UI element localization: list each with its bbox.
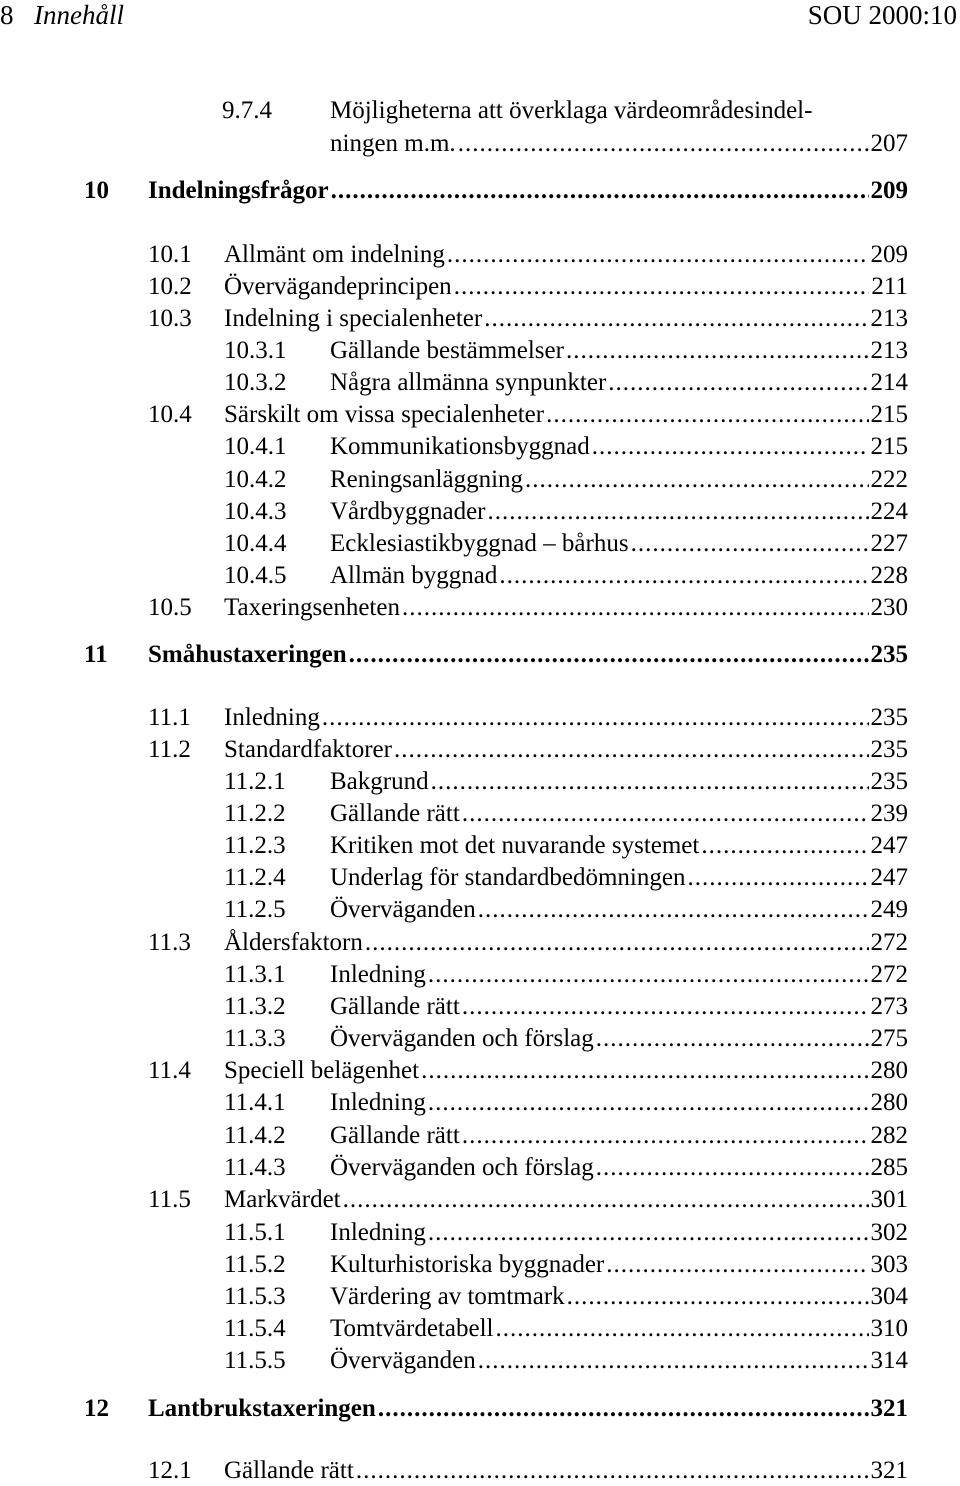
toc-entry-title: Överväganden och förslag [330, 1025, 594, 1052]
dot-leader [484, 304, 868, 334]
toc-entry [148, 272, 908, 302]
toc-entry-number: 12 [84, 1395, 109, 1422]
toc-entry [84, 1394, 908, 1424]
toc-entry-number: 11.4.2 [224, 1122, 286, 1149]
toc-entry-number: 11.3.2 [224, 993, 286, 1020]
toc-entry-title: Kritiken mot det nuvarande systemet [330, 832, 700, 859]
toc-entry-number: 10.4 [148, 401, 192, 428]
toc-entry-title: Indelningsfrågor [148, 177, 329, 204]
toc-entry [224, 960, 908, 990]
toc-entry-page: 213 [870, 337, 908, 364]
toc-entry-page: 211 [871, 273, 908, 300]
toc-entry-title: Gällande rätt [330, 993, 460, 1020]
toc-entry-page: 249 [870, 896, 908, 923]
document-reference: SOU 2000:10 [807, 0, 957, 30]
toc-entry-page: 272 [870, 961, 908, 988]
dot-leader [701, 831, 868, 861]
dot-leader [331, 176, 869, 206]
toc-entry-page: 235 [870, 704, 908, 731]
toc-entry-leader [224, 304, 908, 334]
toc-entry-page: 301 [870, 1186, 908, 1213]
toc-entry-leader [224, 400, 908, 430]
toc-entry-leader [330, 1218, 908, 1248]
toc-entry [224, 799, 908, 829]
toc-entry-title: Överväganden och förslag [330, 1154, 594, 1181]
toc-entry-title: Särskilt om vissa specialenheter [224, 401, 545, 428]
toc-entry-title: Gällande rätt [224, 1457, 354, 1484]
toc-entry-page: 235 [870, 768, 908, 795]
toc-entry-number: 11.3.1 [224, 961, 286, 988]
toc-entry-page: 280 [870, 1089, 908, 1116]
toc-entry-title: Ecklesiastikbyggnad – bårhus [330, 530, 629, 557]
dot-leader [567, 1282, 869, 1312]
toc-entry [224, 368, 908, 398]
toc-entry-page: 272 [870, 929, 908, 956]
toc-entry-page: 273 [870, 993, 908, 1020]
toc-entry [224, 1024, 908, 1054]
dot-leader [378, 1394, 869, 1424]
toc-entry-title: Inledning [330, 961, 426, 988]
toc-entry-title: Underlag för standardbedömningen [330, 864, 686, 891]
toc-entry-leader [148, 176, 908, 206]
toc-entry [224, 497, 908, 527]
toc-entry-number: 11.3.3 [224, 1025, 286, 1052]
toc-entry-number: 11.2.2 [224, 800, 286, 827]
toc-entry [148, 1456, 908, 1486]
toc-entry [148, 703, 908, 733]
toc-entry-page: 321 [870, 1395, 908, 1422]
toc-entry-number: 11.2.3 [224, 832, 286, 859]
toc-entry-leader [330, 529, 908, 559]
toc-entry-title: Standardfaktorer [224, 736, 392, 763]
toc-entry [148, 1185, 908, 1215]
toc-entry [224, 1282, 908, 1312]
toc-entry-page: 222 [870, 466, 908, 493]
toc-entry-title: Kulturhistoriska byggnader [330, 1251, 605, 1278]
dot-leader [431, 767, 869, 797]
toc-entry-leader [330, 1121, 908, 1151]
toc-entry-page: 224 [870, 498, 908, 525]
dot-leader [349, 640, 869, 670]
toc-entry-page: 235 [870, 736, 908, 763]
toc-entry [224, 432, 908, 462]
toc-entry-page: 310 [870, 1315, 908, 1342]
toc-entry-number: 11.2.1 [224, 768, 286, 795]
toc-entry-title: Inledning [330, 1089, 426, 1116]
toc-entry [148, 304, 908, 334]
dot-leader [687, 863, 868, 893]
toc-entry-leader [330, 863, 908, 893]
section-title: Innehåll [34, 0, 124, 30]
toc-entry [222, 129, 908, 159]
toc-entry-title: Speciell belägenhet [224, 1057, 420, 1084]
toc-entry-leader [330, 1346, 908, 1376]
toc-entry-title: Överväganden [330, 896, 476, 923]
toc-entry-title: Gällande rätt [330, 1122, 460, 1149]
toc-entry [224, 992, 908, 1022]
toc-entry-title: Bakgrund [330, 768, 429, 795]
toc-entry [224, 336, 908, 366]
toc-entry-title: Några allmänna synpunkter [330, 369, 607, 396]
toc-entry-number: 10 [84, 177, 109, 204]
toc-entry-title: Småhustaxeringen [148, 641, 347, 668]
toc-entry-title: Lantbrukstaxeringen [148, 1395, 376, 1422]
dot-leader [546, 400, 868, 430]
toc-entry-number: 11.3 [148, 929, 191, 956]
toc-entry-number: 11.5.1 [224, 1219, 286, 1246]
toc-entry [84, 176, 908, 206]
toc-entry-leader [224, 272, 908, 302]
toc-entry [224, 561, 908, 591]
dot-leader [322, 703, 869, 733]
page-number: 8 [0, 0, 14, 30]
toc-entry [224, 1250, 908, 1280]
toc-entry-number: 10.1 [148, 241, 192, 268]
toc-entry-leader [330, 992, 908, 1022]
toc-entry [224, 1218, 908, 1248]
toc-entry-leader [330, 831, 908, 861]
toc-entry-title: Gällande rätt [330, 800, 460, 827]
toc-entry [148, 735, 908, 765]
toc-entry-page: 230 [870, 594, 908, 621]
toc-entry-number: 11.2.5 [224, 896, 286, 923]
dot-leader [608, 368, 868, 398]
toc-entry [84, 640, 908, 670]
dot-leader [462, 992, 869, 1022]
toc-entry-leader [330, 368, 908, 398]
toc-entry-title: Åldersfaktorn [224, 929, 363, 956]
toc-entry-page: 215 [870, 433, 908, 460]
toc-entry-number: 10.5 [148, 594, 192, 621]
toc-entry-leader [330, 895, 908, 925]
toc-entry-page: 207 [870, 130, 908, 157]
toc-entry-title: Vårdbyggnader [330, 498, 486, 525]
toc-entry [224, 831, 908, 861]
toc-entry-title: Gällande bestämmelser [330, 337, 564, 364]
toc-entry-leader [330, 1314, 908, 1344]
toc-entry [148, 928, 908, 958]
dot-leader [606, 1250, 868, 1280]
toc-entry-number: 11.4.1 [224, 1089, 286, 1116]
toc-entry-page: 304 [870, 1283, 908, 1310]
toc-entry-page: 247 [870, 864, 908, 891]
toc-entry-number: 11.5.3 [224, 1283, 286, 1310]
toc-entry-leader [224, 1056, 908, 1086]
dot-leader [525, 465, 868, 495]
toc-entry-number: 10.3 [148, 305, 192, 332]
toc-entry-leader [224, 735, 908, 765]
dot-leader [356, 1456, 869, 1486]
toc-entry-leader [330, 432, 908, 462]
toc-entry-number: 12.1 [148, 1457, 192, 1484]
toc-entry-leader [224, 928, 908, 958]
toc-entry-number: 11.5 [148, 1186, 191, 1213]
dot-leader [478, 1346, 869, 1376]
dot-leader [428, 960, 869, 990]
dot-leader [402, 593, 869, 623]
dot-leader [566, 336, 869, 366]
toc-entry-leader [224, 240, 908, 270]
toc-entry-title: Värdering av tomtmark [330, 1283, 565, 1310]
dot-leader [488, 497, 869, 527]
toc-entry-number: 11.1 [148, 704, 191, 731]
toc-entry-title: Möjligheterna att överklaga värdeområdesindel- [330, 97, 813, 124]
toc-entry-page: 235 [870, 641, 908, 668]
toc-entry-page: 302 [870, 1219, 908, 1246]
toc-entry-number: 10.4.5 [224, 562, 287, 589]
toc-entry-title: Överväganden [330, 1347, 476, 1374]
toc-entry-page: 209 [870, 241, 908, 268]
toc-entry-leader [224, 1456, 908, 1486]
toc-entry-page: 314 [870, 1347, 908, 1374]
toc-entry-number: 10.3.2 [224, 369, 287, 396]
toc-entry-leader [148, 640, 908, 670]
toc-entry-title: Inledning [224, 704, 320, 731]
toc-entry [224, 1153, 908, 1183]
toc-entry-page: 215 [870, 401, 908, 428]
toc-entry-leader [330, 1088, 908, 1118]
toc-entry-page: 228 [870, 562, 908, 589]
toc-entry-number: 10.4.3 [224, 498, 287, 525]
toc-entry-page: 285 [870, 1154, 908, 1181]
toc-entry-title: Tomtvärdetabell [330, 1315, 494, 1342]
dot-leader [343, 1185, 869, 1215]
toc-entry-number: 11 [84, 641, 108, 668]
toc-entry-title: Övervägandeprincipen [224, 273, 452, 300]
toc-entry [148, 593, 908, 623]
toc-entry-page: 227 [870, 530, 908, 557]
toc-entry-number: 11.4 [148, 1057, 191, 1084]
toc-entry-leader [330, 336, 908, 366]
dot-leader [499, 561, 868, 591]
toc-entry-leader [330, 129, 908, 159]
toc-entry [224, 767, 908, 797]
toc-entry-leader [330, 1250, 908, 1280]
toc-entry-title: Markvärdet [224, 1186, 341, 1213]
toc-entry-leader [330, 96, 812, 126]
dot-leader [592, 432, 869, 462]
toc-entry-title: Allmän byggnad [330, 562, 498, 589]
toc-entry-number: 9.7.4 [222, 97, 272, 124]
toc-entry-title: Inledning [330, 1219, 426, 1246]
toc-entry-page: 239 [870, 800, 908, 827]
running-header [0, 0, 960, 34]
toc-entry-title: Taxeringsenheten [224, 594, 400, 621]
dot-leader [462, 1121, 869, 1151]
dot-leader [495, 1314, 868, 1344]
toc-entry [224, 1088, 908, 1118]
toc-entry-number: 10.4.2 [224, 466, 287, 493]
dot-leader [447, 240, 869, 270]
toc-entry-title: Kommunikationsbyggnad [330, 433, 590, 460]
toc-entry-page: 303 [870, 1251, 908, 1278]
dot-leader [394, 735, 869, 765]
toc-entry-number: 10.3.1 [224, 337, 287, 364]
dot-leader [428, 1218, 869, 1248]
toc-entry [224, 1314, 908, 1344]
toc-entry-title: Reningsanläggning [330, 466, 524, 493]
toc-entry-title: Indelning i specialenheter [224, 305, 483, 332]
toc-entry-title: Allmänt om indelning [224, 241, 445, 268]
toc-entry-leader [330, 960, 908, 990]
toc-entry-number: 11.2 [148, 736, 191, 763]
toc-entry [224, 529, 908, 559]
toc-entry [224, 863, 908, 893]
toc-entry-number: 10.2 [148, 273, 192, 300]
dot-leader [596, 1024, 869, 1054]
dot-leader [478, 895, 869, 925]
dot-leader [428, 1088, 869, 1118]
toc-entry [224, 1121, 908, 1151]
dot-leader [421, 1056, 868, 1086]
toc-entry [224, 895, 908, 925]
toc-entry-page: 280 [870, 1057, 908, 1084]
toc-entry-leader [330, 1153, 908, 1183]
dot-leader [631, 529, 869, 559]
toc-entry-number: 11.5.5 [224, 1347, 286, 1374]
toc-entry-leader [330, 465, 908, 495]
toc-entry-page: 247 [870, 832, 908, 859]
dot-leader [365, 928, 869, 958]
dot-leader [458, 129, 869, 159]
toc-entry-page: 282 [870, 1122, 908, 1149]
toc-entry [224, 465, 908, 495]
toc-entry-number: 11.5.4 [224, 1315, 286, 1342]
toc-entry-number: 11.2.4 [224, 864, 286, 891]
toc-entry-leader [330, 799, 908, 829]
toc-entry [224, 1346, 908, 1376]
toc-entry-page: 214 [870, 369, 908, 396]
toc-entry-leader [224, 593, 908, 623]
toc-entry-page: 209 [870, 177, 908, 204]
toc-entry-leader [148, 1394, 908, 1424]
toc-entry-leader [330, 561, 908, 591]
toc-entry-leader [330, 1282, 908, 1312]
toc-entry [222, 96, 908, 126]
dot-leader [596, 1153, 869, 1183]
toc-entry-leader [330, 767, 908, 797]
toc-entry [148, 240, 908, 270]
toc-entry-page: 213 [870, 305, 908, 332]
toc-entry-number: 10.4.1 [224, 433, 287, 460]
toc-entry-leader [224, 1185, 908, 1215]
toc-entry-page: 321 [870, 1457, 908, 1484]
toc-entry-leader [330, 1024, 908, 1054]
toc-entry-page: 275 [870, 1025, 908, 1052]
toc-entry-leader [330, 497, 908, 527]
toc-entry-number: 11.5.2 [224, 1251, 286, 1278]
dot-leader [462, 799, 869, 829]
dot-leader [454, 272, 870, 302]
toc-entry-title: ningen m.m. [330, 130, 456, 157]
toc-entry-number: 11.4.3 [224, 1154, 286, 1181]
toc-entry [148, 400, 908, 430]
toc-entry-number: 10.4.4 [224, 530, 287, 557]
toc-entry [148, 1056, 908, 1086]
toc-entry-leader [224, 703, 908, 733]
